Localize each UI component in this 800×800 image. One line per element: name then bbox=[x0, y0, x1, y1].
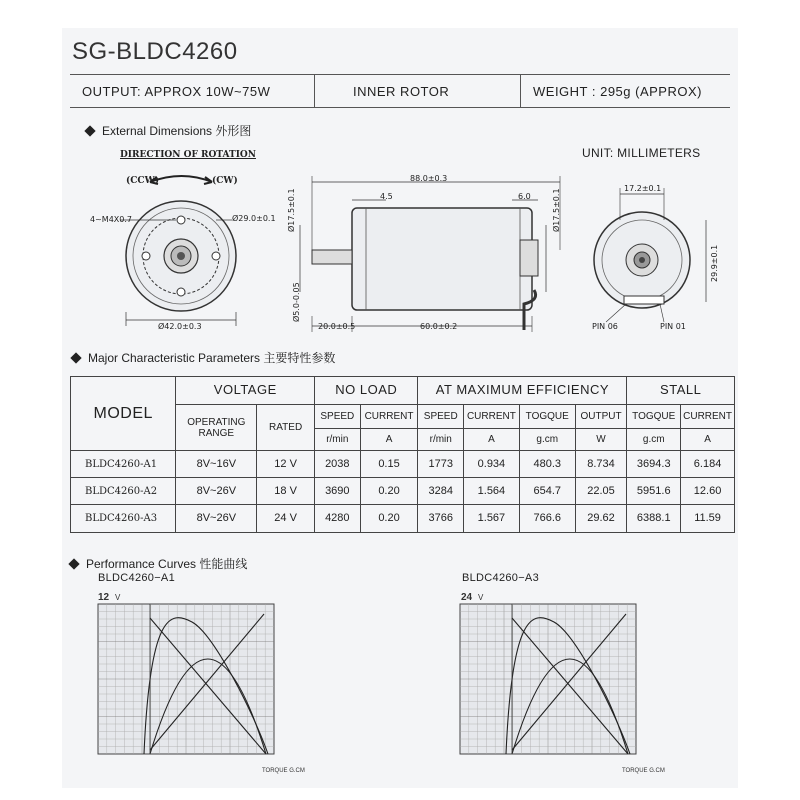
header-me-togque: TOGQUE bbox=[519, 405, 575, 429]
dim-circle-29: Ø29.0±0.1 bbox=[232, 214, 276, 223]
cell-st-current: 6.184 bbox=[681, 451, 735, 478]
header-nl-current: CURRENT bbox=[360, 405, 418, 429]
cell-me-torque: 480.3 bbox=[519, 451, 575, 478]
cell-me-speed: 1773 bbox=[418, 451, 464, 478]
header-no-load: NO LOAD bbox=[315, 377, 418, 405]
cell-me-output: 29.62 bbox=[575, 505, 627, 533]
cell-me-torque: 766.6 bbox=[519, 505, 575, 533]
unit-st-torque: g.cm bbox=[627, 429, 681, 451]
section-external-title: External Dimensions 外形图 bbox=[102, 124, 252, 138]
header-stall: STALL bbox=[627, 377, 735, 405]
cell-rated: 12 V bbox=[257, 451, 315, 478]
right-voltage: 24 bbox=[461, 592, 473, 603]
unit-nl-speed: r/min bbox=[315, 429, 361, 451]
dim-holes: 4~M4X0.7 bbox=[90, 215, 132, 224]
dim-width-17-2: 17.2±0.1 bbox=[624, 184, 662, 193]
cell-me-output: 8.734 bbox=[575, 451, 627, 478]
cell-st-current: 11.59 bbox=[681, 505, 735, 533]
header-me-speed: SPEED bbox=[418, 405, 464, 429]
unit-st-current: A bbox=[681, 429, 735, 451]
dim-4-5: 4.5 bbox=[380, 192, 393, 201]
cell-range: 8V~16V bbox=[176, 451, 257, 478]
header-st-current: CURRENT bbox=[681, 405, 735, 429]
cell-rated: 18 V bbox=[257, 478, 315, 505]
dim-6-0: 6.0 bbox=[518, 192, 531, 201]
unit-me-current: A bbox=[463, 429, 519, 451]
weight-spec: WEIGHT : 295g (APPROX) bbox=[520, 75, 730, 107]
pin01-label: PIN 01 bbox=[660, 322, 686, 331]
cell-nl-current: 0.20 bbox=[360, 505, 418, 533]
unit-label: UNIT: MILLIMETERS bbox=[582, 146, 701, 160]
cell-st-torque: 5951.6 bbox=[627, 478, 681, 505]
left-torque-label: TORQUE G.CM bbox=[262, 768, 305, 774]
cell-st-torque: 6388.1 bbox=[627, 505, 681, 533]
cell-me-current: 0.934 bbox=[463, 451, 519, 478]
header-st-togque: TOGQUE bbox=[627, 405, 681, 429]
header-model: MODEL bbox=[71, 377, 176, 451]
pin06-label: PIN 06 bbox=[592, 322, 618, 331]
section-parameters-title: Major Characteristic Parameters 主要特性参数 bbox=[88, 351, 336, 365]
header-operating-range: OPERATING RANGE bbox=[176, 405, 257, 451]
right-axis-mark: V bbox=[478, 593, 484, 602]
output-spec: OUTPUT: APPROX 10W~75W bbox=[82, 83, 271, 99]
cell-nl-speed: 4280 bbox=[315, 505, 361, 533]
unit-me-output: W bbox=[575, 429, 627, 451]
cell-nl-speed: 3690 bbox=[315, 478, 361, 505]
cell-model: BLDC4260-A3 bbox=[71, 505, 176, 533]
cell-me-output: 22.05 bbox=[575, 478, 627, 505]
cell-range: 8V~26V bbox=[176, 478, 257, 505]
header-me-output: OUTPUT bbox=[575, 405, 627, 429]
dim-height-29-9: 29.9±0.1 bbox=[710, 244, 719, 282]
cell-nl-speed: 2038 bbox=[315, 451, 361, 478]
header-rated: RATED bbox=[257, 405, 315, 451]
cell-st-torque: 3694.3 bbox=[627, 451, 681, 478]
header-nl-speed: SPEED bbox=[315, 405, 361, 429]
curve-label-a1: BLDC4260−A1 bbox=[98, 572, 175, 584]
dim-shaft-dia: Ø5.0-0.05 bbox=[292, 282, 301, 322]
cell-range: 8V~26V bbox=[176, 505, 257, 533]
curve-label-a3: BLDC4260−A3 bbox=[462, 572, 539, 584]
cell-me-speed: 3284 bbox=[418, 478, 464, 505]
rotor-spec: INNER ROTOR bbox=[314, 75, 520, 107]
cell-st-current: 12.60 bbox=[681, 478, 735, 505]
dim-dia-17-5-left: Ø17.5±0.1 bbox=[287, 188, 296, 232]
cell-nl-current: 0.15 bbox=[360, 451, 418, 478]
header-max-efficiency: AT MAXIMUM EFFICIENCY bbox=[418, 377, 627, 405]
header-me-current: CURRENT bbox=[463, 405, 519, 429]
cell-rated: 24 V bbox=[257, 505, 315, 533]
cell-me-current: 1.567 bbox=[463, 505, 519, 533]
unit-me-speed: r/min bbox=[418, 429, 464, 451]
left-voltage: 12 bbox=[98, 592, 110, 603]
cell-model: BLDC4260-A1 bbox=[71, 451, 176, 478]
dim-shaft-20: 20.0±0.5 bbox=[318, 322, 356, 331]
cell-me-torque: 654.7 bbox=[519, 478, 575, 505]
dim-body-60: 60.0±0.2 bbox=[420, 322, 458, 331]
dim-length-88: 88.0±0.3 bbox=[410, 174, 448, 183]
dim-dia-17-5-right: Ø17.5±0.1 bbox=[552, 188, 561, 232]
cell-model: BLDC4260-A2 bbox=[71, 478, 176, 505]
unit-me-torque: g.cm bbox=[519, 429, 575, 451]
cell-nl-current: 0.20 bbox=[360, 478, 418, 505]
cell-me-speed: 3766 bbox=[418, 505, 464, 533]
cw-label: (CW) bbox=[212, 176, 238, 186]
page-title: SG-BLDC4260 bbox=[72, 38, 238, 65]
right-torque-label: TORQUE G.CM bbox=[622, 768, 665, 774]
left-axis-mark: V bbox=[115, 593, 121, 602]
cell-me-current: 1.564 bbox=[463, 478, 519, 505]
section-curves-title: Performance Curves 性能曲线 bbox=[86, 557, 248, 571]
unit-nl-current: A bbox=[360, 429, 418, 451]
header-voltage: VOLTAGE bbox=[176, 377, 315, 405]
rotation-title: DIRECTION OF ROTATION bbox=[120, 150, 256, 160]
ccw-label: (CCW) bbox=[126, 176, 159, 186]
dim-circle-42: Ø42.0±0.3 bbox=[158, 322, 202, 331]
